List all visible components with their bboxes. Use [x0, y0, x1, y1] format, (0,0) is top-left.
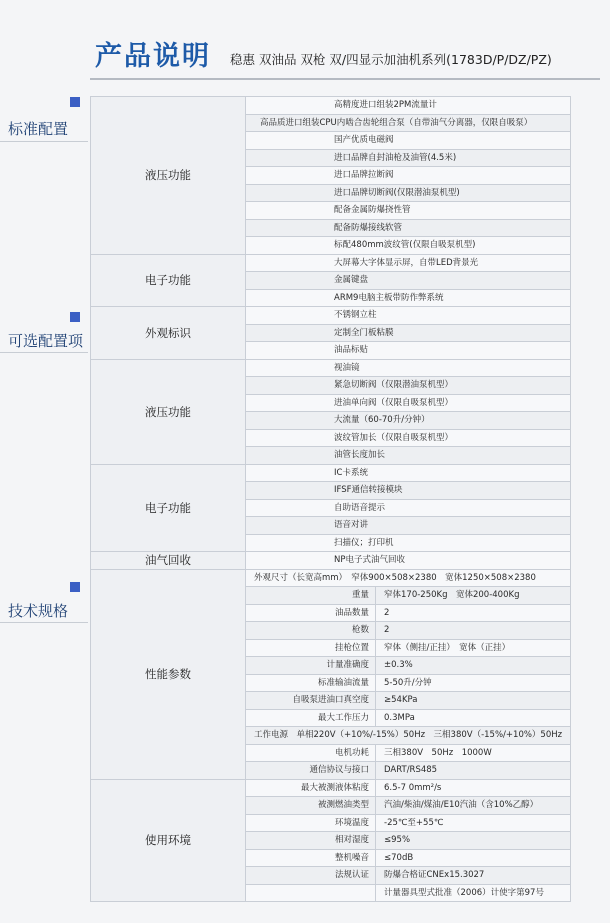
- list-item: 配备防爆接线软管: [246, 219, 571, 237]
- spec-value: 汽油/柴油/煤油/E10汽油（含10%乙醇）: [376, 797, 571, 815]
- spec-value: 2: [376, 604, 571, 622]
- spec-value: 窄体170-250Kg 宽体200-400Kg: [376, 587, 571, 605]
- spec-label: 计量准确度: [246, 657, 376, 675]
- list-item: 进口品牌切断阀(仅限潜油泵机型): [246, 184, 571, 202]
- section-label-optional: 可选配置项: [8, 332, 84, 350]
- header: [0, 0, 610, 95]
- section-marker-icon: [70, 97, 80, 107]
- list-item: 大流量（60-70升/分钟）: [246, 412, 571, 430]
- spec-value: 2: [376, 622, 571, 640]
- spec-value: ≥54KPa: [376, 692, 571, 710]
- category-environment: 使用环境: [91, 779, 246, 902]
- category-hydraulic: 液压功能: [91, 359, 246, 464]
- list-item: 紧急切断阀（仅限潜油泵机型）: [246, 377, 571, 395]
- spec-value: ≤70dB: [376, 849, 571, 867]
- list-item: 进口品牌自封油枪及油管(4.5米): [246, 149, 571, 167]
- section-label-standard: 标准配置: [8, 120, 69, 138]
- spec-label: 挂枪位置: [246, 639, 376, 657]
- list-item: IFSF通信转接模块: [246, 482, 571, 500]
- spec-value: ≤95%: [376, 832, 571, 850]
- spec-dimensions: 外观尺寸（长宽高mm） 窄体900×508×2380 宽体1250×508×2380: [246, 569, 571, 587]
- category-vapor-recovery: 油气回收: [91, 552, 246, 570]
- list-item: 油品标贴: [246, 342, 571, 360]
- spec-label: 油品数量: [246, 604, 376, 622]
- list-item: 定制全门板粘膜: [246, 324, 571, 342]
- spec-value: 防爆合格证CNEx15.3027: [376, 867, 571, 885]
- list-item: 大屏幕大字体显示屏，自带LED背景光: [246, 254, 571, 272]
- list-item: 配备金属防爆挠性管: [246, 202, 571, 220]
- list-item: 自助语音提示: [246, 499, 571, 517]
- spec-label: 整机噪音: [246, 849, 376, 867]
- page-subtitle: 稳惠 双油品 双枪 双/四显示加油机系列(1783D/P/DZ/PZ): [230, 52, 552, 67]
- spec-label: 法规认证: [246, 867, 376, 885]
- spec-power: 工作电源 单相220V（+10%/-15%）50Hz 三相380V（-15%/+10%）50Hz: [246, 727, 571, 745]
- spec-label: 通信协议与接口: [246, 762, 376, 780]
- spec-value: 三相380V 50Hz 1000W: [376, 744, 571, 762]
- list-item: 标配480mm波纹管(仅限自吸泵机型): [246, 237, 571, 255]
- list-item: NP电子式油气回收: [246, 552, 571, 570]
- spec-value: 6.5-7 0mm²/s: [376, 779, 571, 797]
- list-item: IC卡系统: [246, 464, 571, 482]
- spec-table: [90, 96, 571, 902]
- spec-label: 重量: [246, 587, 376, 605]
- spec-value: -25℃至+55℃: [376, 814, 571, 832]
- list-item: 语音对讲: [246, 517, 571, 535]
- list-item: 进油单向阀（仅限自吸泵机型）: [246, 394, 571, 412]
- category-appearance: 外观标识: [91, 307, 246, 360]
- spec-label: 被测燃油类型: [246, 797, 376, 815]
- category-performance: 性能参数: [91, 569, 246, 779]
- list-item: 视油镜: [246, 359, 571, 377]
- section-marker-icon: [70, 312, 80, 322]
- list-item: 油管长度加长: [246, 447, 571, 465]
- spec-value: 计量器具型式批准（2006）计使字第97号: [376, 884, 571, 902]
- list-item: ARM9电脑主板带防作弊系统: [246, 289, 571, 307]
- category-electronic: 电子功能: [91, 464, 246, 552]
- spec-label: 最大被测液体粘度: [246, 779, 376, 797]
- list-item: 金属键盘: [246, 272, 571, 290]
- section-label-tech: 技术规格: [8, 602, 69, 620]
- list-item: 高精度进口组装2PM流量计: [246, 97, 571, 115]
- spec-value: DART/RS485: [376, 762, 571, 780]
- section-divider: [0, 622, 88, 623]
- spec-label: 电机功耗: [246, 744, 376, 762]
- spec-value: 0.3MPa: [376, 709, 571, 727]
- list-item: 进口品牌拉断阀: [246, 167, 571, 185]
- list-item: 不锈钢立柱: [246, 307, 571, 325]
- spec-value: 5-50升/分钟: [376, 674, 571, 692]
- title-divider: [90, 78, 600, 80]
- section-marker-icon: [70, 582, 80, 592]
- list-item: 扫描仪；打印机: [246, 534, 571, 552]
- spec-label: 最大工作压力: [246, 709, 376, 727]
- category-electronic: 电子功能: [91, 254, 246, 307]
- list-item: 国产优质电磁阀: [246, 132, 571, 150]
- section-divider: [0, 141, 88, 142]
- page-title: 产品说明: [95, 41, 211, 72]
- spec-label: 标准输油流量: [246, 674, 376, 692]
- spec-label: 相对湿度: [246, 832, 376, 850]
- category-hydraulic: 液压功能: [91, 97, 246, 255]
- list-item: 波纹管加长（仅限自吸泵机型）: [246, 429, 571, 447]
- section-divider: [0, 352, 88, 353]
- spec-label: [246, 884, 376, 902]
- spec-label: 自吸泵进油口真空度: [246, 692, 376, 710]
- list-item: 高品质进口组装CPU内啮合齿轮组合泵（自带油气分离器，仅限自吸泵）: [246, 114, 571, 132]
- spec-label: 环境温度: [246, 814, 376, 832]
- spec-value: 窄体（侧挂/正挂） 宽体（正挂）: [376, 639, 571, 657]
- spec-label: 枪数: [246, 622, 376, 640]
- spec-value: ±0.3%: [376, 657, 571, 675]
